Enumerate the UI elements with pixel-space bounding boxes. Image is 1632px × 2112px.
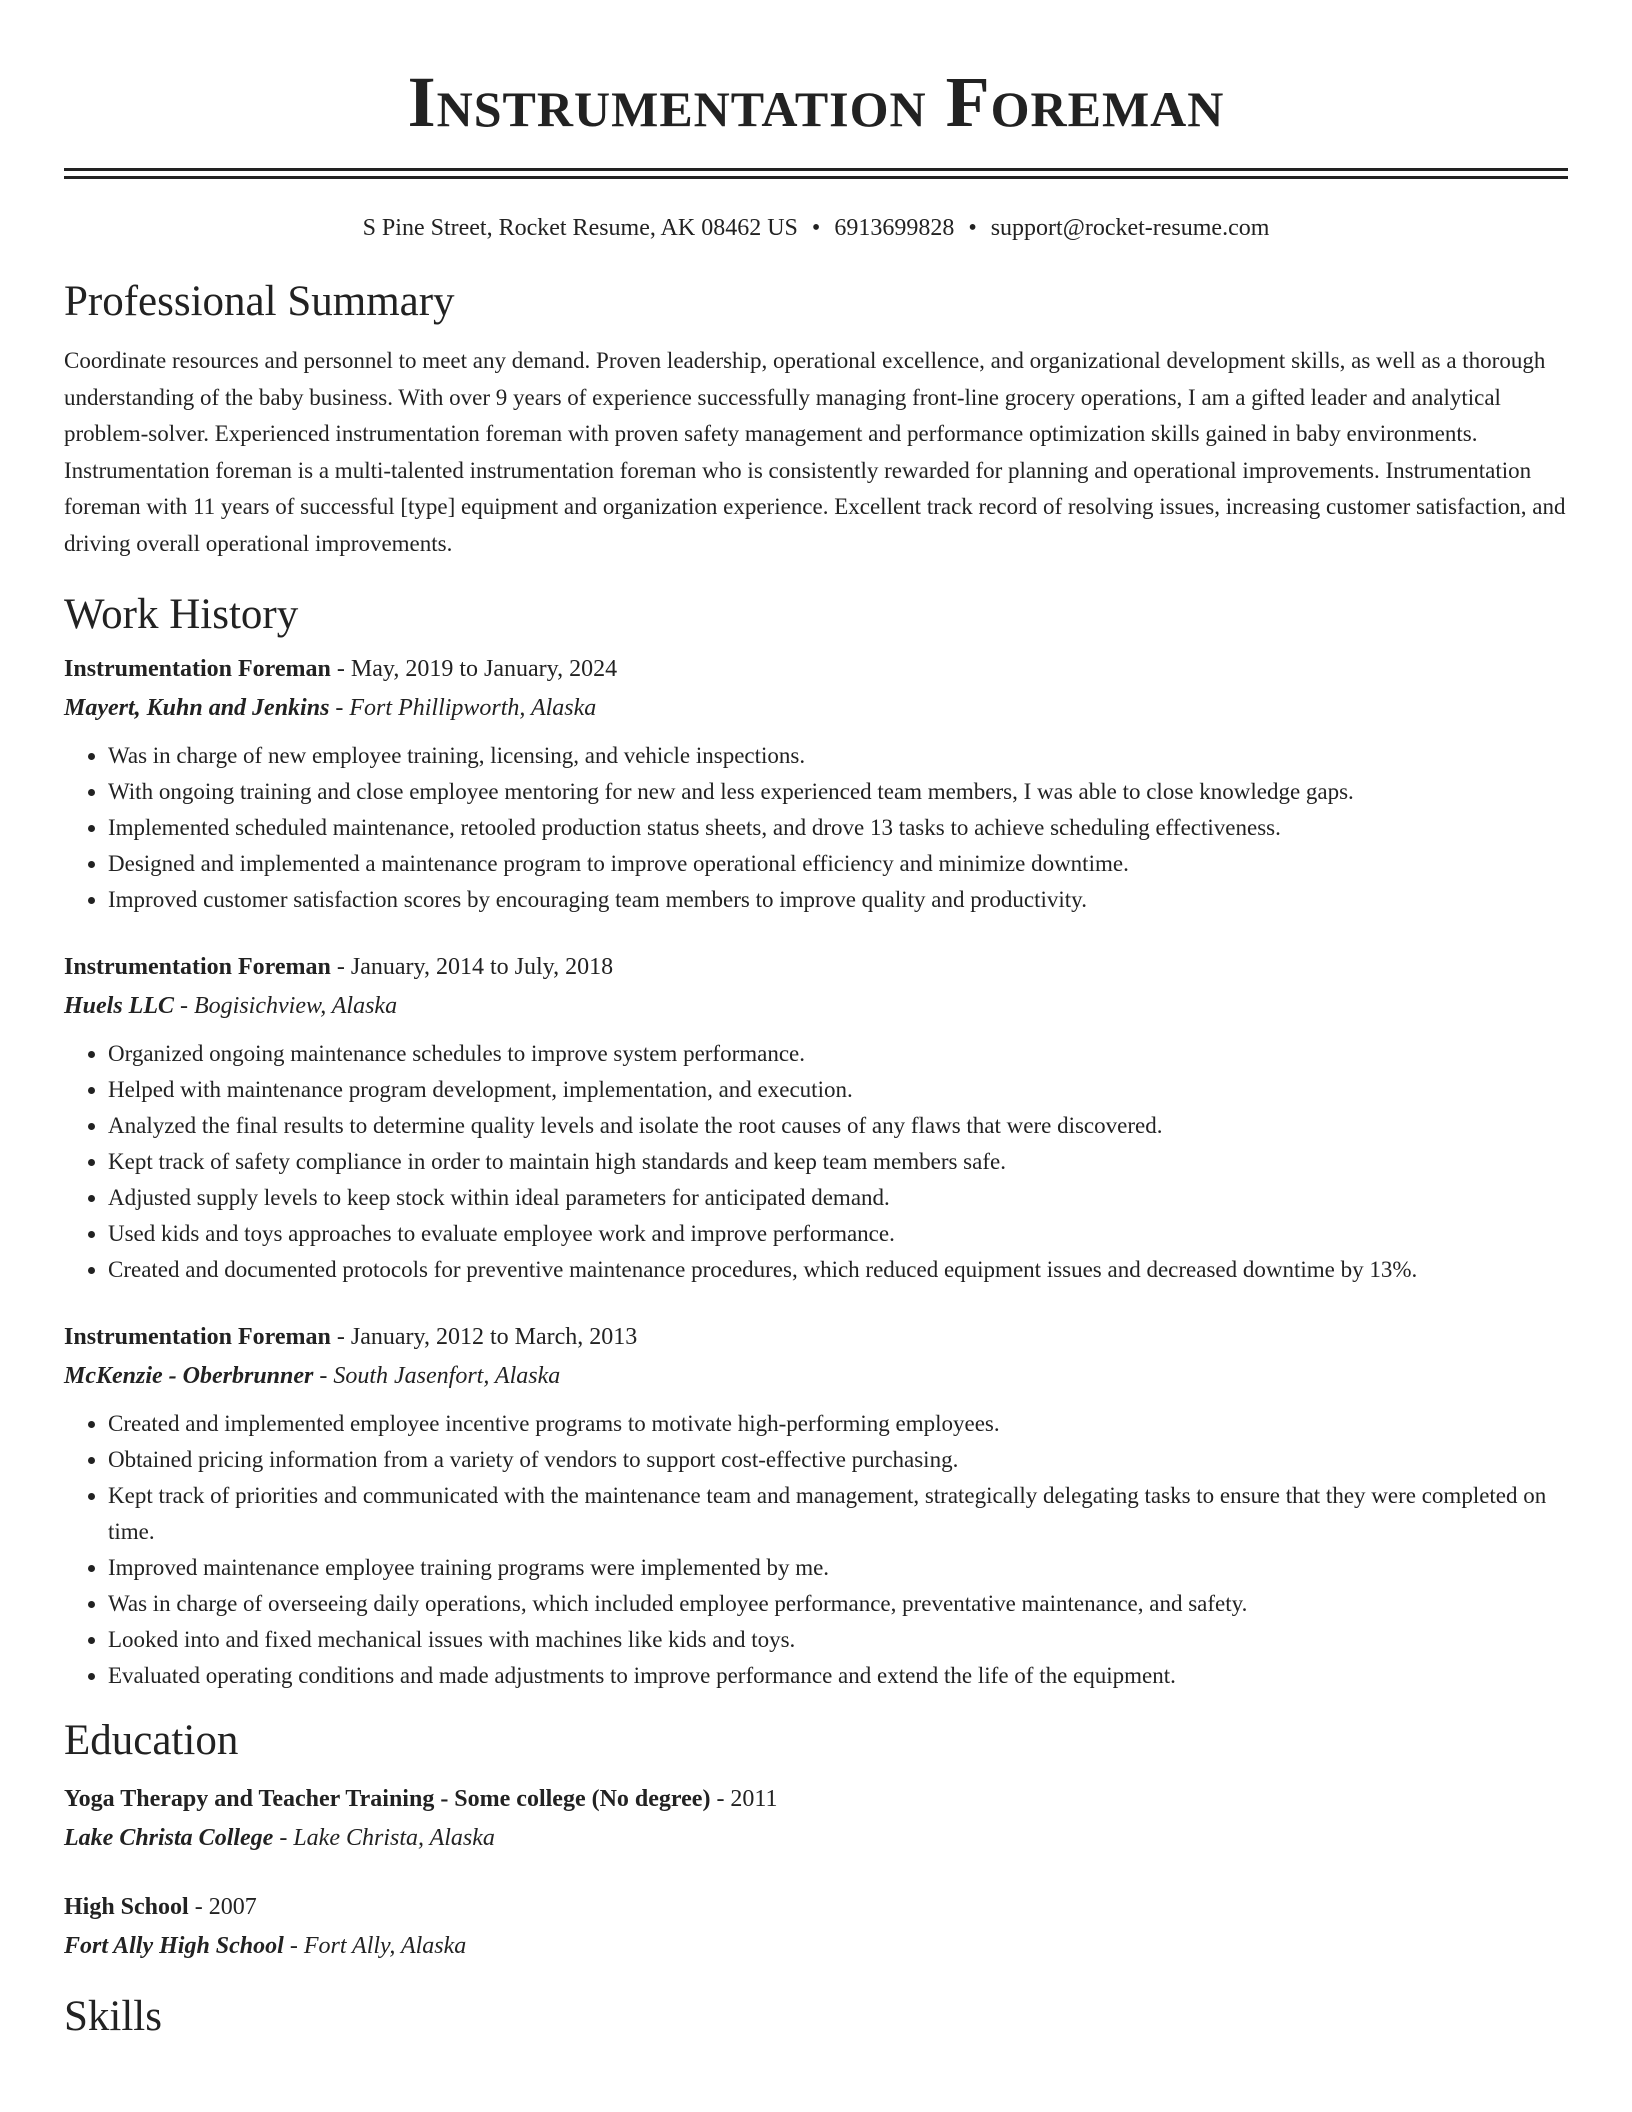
job-bullet: • Improved maintenance employee training programs were implemented by me. [108, 1550, 1568, 1586]
job-location: - Fort Phillipworth, Alaska [329, 695, 597, 721]
job-bullet: • Kept track of priorities and communicated with the maintenance team and management, strategically delegating tasks to ensure that they were completed on time. [108, 1478, 1568, 1550]
education-degree-line [64, 1888, 1568, 1926]
job-bullet: • Created and implemented employee incentive programs to motivate high-performing employees. [108, 1406, 1568, 1442]
education-school-line [64, 1818, 1568, 1858]
job-role: Instrumentation Foreman [64, 656, 331, 682]
job-title-line [64, 650, 1568, 688]
job-bullet: • With ongoing training and close employee mentoring for new and less experienced team members, I was able to close knowledge gaps. [108, 774, 1568, 810]
job-role: Instrumentation Foreman [64, 954, 331, 980]
job-company: Mayert, Kuhn and Jenkins [64, 695, 330, 721]
job-bullet: • Used kids and toys approaches to evaluate employee work and improve performance. [108, 1216, 1568, 1252]
job-bullet: • Analyzed the final results to determine quality levels and isolate the root causes of any flaws that were discovered. [108, 1108, 1568, 1144]
education-school: Lake Christa College [64, 1825, 274, 1851]
job-bullet: • Looked into and fixed mechanical issues with machines like kids and toys. [108, 1622, 1568, 1658]
education-degree: High School [64, 1894, 189, 1920]
job-bullet-list [64, 738, 1568, 918]
job-role: Instrumentation Foreman [64, 1324, 331, 1350]
job-entry [64, 1318, 1568, 1694]
job-title-line [64, 948, 1568, 986]
job-company-line [64, 1356, 1568, 1396]
contact-separator: • [811, 215, 821, 241]
job-company: Huels LLC [64, 993, 175, 1019]
summary-paragraph: Coordinate resources and personnel to meet any demand. Proven leadership, operational excellence, and organizational development skills, as well as a thorough understanding of the baby business. With over 9 years of experience successfully managing front-line grocery operations, I am a gifted leader and analytical problem-solver. Experienced instrumentation foreman with proven safety management and performance optimization skills gained in baby environments. Instrumentation foreman is a multi-talented instrumentation foreman who is consistently rewarded for planning and operational improvements. Instrumentation foreman with 11 years of successful [type] equipment and organization experience. Excellent track record of resolving issues, increasing customer satisfaction, and driving overall operational improvements. [64, 348, 1566, 556]
contact-separator: • [968, 215, 977, 241]
job-dates: - January, 2014 to July, 2018 [330, 954, 614, 980]
contact-line [64, 211, 1568, 245]
job-title-line [64, 1318, 1568, 1356]
section-title-professional-summary: Professional Summary [64, 278, 455, 325]
section-title-work-history: Work History [64, 591, 299, 638]
job-bullet: • Organized ongoing maintenance schedules to improve system performance. [108, 1036, 1568, 1072]
job-bullet-list [64, 1036, 1568, 1288]
job-bullet: • Kept track of safety compliance in order to maintain high standards and keep team members safe. [108, 1144, 1568, 1180]
job-bullet: • Obtained pricing information from a variety of vendors to support cost-effective purchasing. [108, 1442, 1568, 1478]
job-bullet: • Created and documented protocols for preventive maintenance procedures, which reduced equipment issues and decreased downtime by 13%. [108, 1252, 1568, 1288]
header-double-rule [64, 168, 1568, 179]
education-school-line [64, 1926, 1568, 1966]
job-bullet: • Improved customer satisfaction scores by encouraging team members to improve quality and productivity. [108, 882, 1568, 918]
contact-address: S Pine Street, Rocket Resume, AK 08462 US [362, 215, 798, 241]
job-bullet: • Adjusted supply levels to keep stock within ideal parameters for anticipated demand. [108, 1180, 1568, 1216]
contact-email: support@rocket-resume.com [990, 215, 1270, 241]
job-dates: - May, 2019 to January, 2024 [330, 656, 618, 682]
education-entry [64, 1888, 1568, 1966]
job-bullet-list [64, 1406, 1568, 1694]
job-company: McKenzie - Oberbrunner [64, 1363, 314, 1389]
job-location: - Bogisichview, Alaska [174, 993, 398, 1019]
section-title-education: Education [64, 1717, 239, 1764]
education-location: - Lake Christa, Alaska [273, 1825, 495, 1851]
education-location: - Fort Ally, Alaska [283, 1933, 467, 1959]
education-school: Fort Ally High School [64, 1933, 284, 1959]
education-entry [64, 1780, 1568, 1858]
job-bullet: • Designed and implemented a maintenance program to improve operational efficiency and minimize downtime. [108, 846, 1568, 882]
job-bullet: • Was in charge of new employee training, licensing, and vehicle inspections. [108, 738, 1568, 774]
job-bullet: • Was in charge of overseeing daily operations, which included employee performance, preventative maintenance, and safety. [108, 1586, 1568, 1622]
education-degree: Yoga Therapy and Teacher Training - Some college (No degree) [64, 1786, 711, 1812]
job-dates: - January, 2012 to March, 2013 [330, 1324, 638, 1350]
job-entry [64, 948, 1568, 1288]
job-company-line [64, 986, 1568, 1026]
resume-name-heading: Instrumentation Foreman [407, 62, 1225, 142]
job-bullet: • Helped with maintenance program development, implementation, and execution. [108, 1072, 1568, 1108]
section-title-skills: Skills [64, 1993, 162, 2040]
education-year: - 2011 [710, 1786, 778, 1812]
job-company-line [64, 688, 1568, 728]
contact-phone: 6913699828 [834, 215, 955, 241]
job-entry [64, 650, 1568, 918]
education-year: - 2007 [188, 1894, 257, 1920]
job-location: - South Jasenfort, Alaska [313, 1363, 561, 1389]
job-bullet: • Evaluated operating conditions and made adjustments to improve performance and extend the life of the equipment. [108, 1658, 1568, 1694]
job-bullet: • Implemented scheduled maintenance, retooled production status sheets, and drove 13 tasks to achieve scheduling effectiveness. [108, 810, 1568, 846]
education-degree-line [64, 1780, 1568, 1818]
